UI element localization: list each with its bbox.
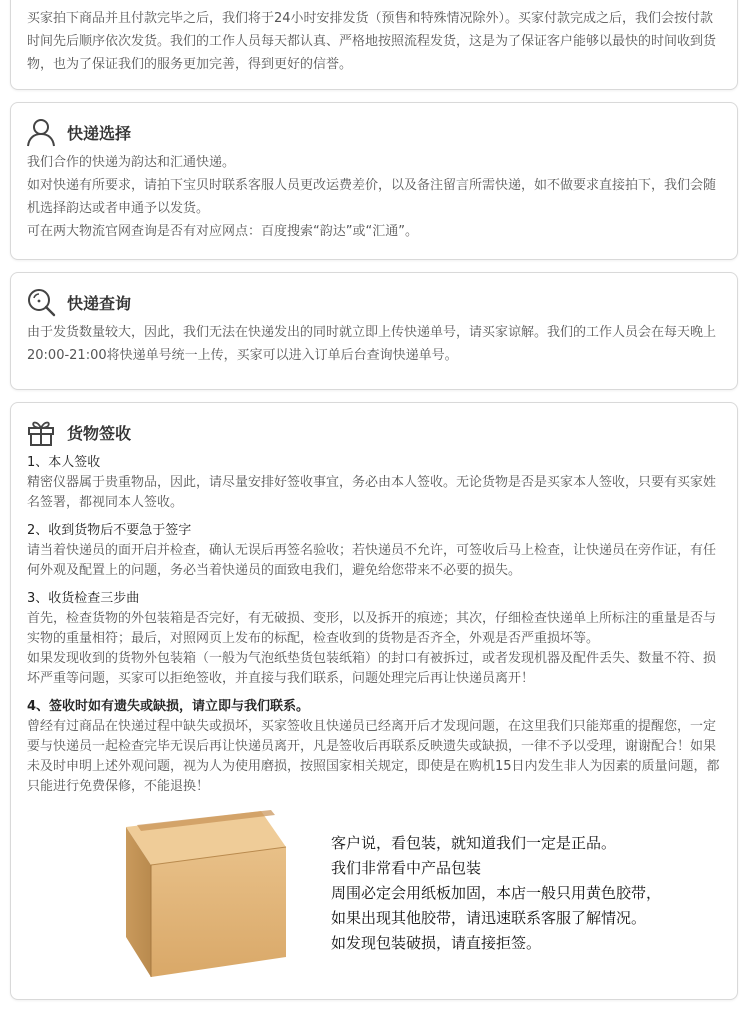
section-text: 请当着快递员的面开启并检查，确认无误后再签名验收；若快递员不允许，可签收后马上检查，让快递员在旁作证，有任何外观及配置上的问题，务必当着快递员的面致电我们，避免给您带来不必要的损失。 [27, 543, 717, 578]
person-icon [25, 116, 57, 148]
package-note-line: 如果出现其他胶带，请迅速联系客服了解情况。 [331, 909, 647, 927]
shipping-notice-text: 买家拍下商品并且付款完毕之后，我们将于24小时安排发货（预售和特殊情况除外）。买家付款完成之后，我们会按付款时间先后顺序依次发货。我们的工作人员每天都认真、严格地按照流程发货，这是为了保证客户能够以最快的时间收到货物，也为了保证我们的服务更加完善，得到更好的信誉。 [27, 11, 717, 72]
goods-sign-card [10, 402, 738, 1000]
section-text: 首先，检查货物的外包装箱是否完好，有无破损、变形，以及拆开的痕迹；其次，仔细检查快递单上所标注的重量是否与实物的重量相符；最后，对照网页上发布的标配，检查收到的货物是否齐全，外观是否严重损坏等。 [27, 611, 717, 646]
express-query-card [10, 272, 738, 390]
express-query-title: 快递查询 [67, 293, 132, 313]
express-select-header [25, 115, 131, 149]
package-note-line: 客户说，看包装，就知道我们一定是正品。 [331, 834, 617, 852]
goods-sign-header [25, 415, 131, 449]
section-text: 如果发现收到的货物外包装箱（一般为气泡纸垫货包装纸箱）的封口有被拆过，或者发现机器及配件丢失、数量不符、损坏严重等问题，买家可以拒绝签收，并直接与我们联系，问题处理完后再让快递员离开！ [27, 651, 717, 686]
section-heading: 2、收到货物后不要急于签字 [27, 523, 192, 538]
cardboard-box-image [111, 807, 301, 987]
package-illustration [111, 807, 711, 987]
express-query-body [27, 321, 723, 367]
package-notes [331, 831, 661, 956]
package-note-line: 周围必定会用纸板加固，本店一般只用黄色胶带， [331, 884, 662, 902]
goods-sign-body [27, 453, 723, 805]
shipping-notice-card [10, 0, 738, 90]
goods-sign-title: 货物签收 [67, 423, 132, 443]
express-select-line: 我们合作的快递为韵达和汇通快递。 [27, 155, 236, 170]
section-text: 曾经有过商品在快递过程中缺失或损坏，买家签收且快递员已经离开后才发现问题，在这里我们只能郑重的提醒您，一定要与快递员一起检查完毕无误后再让快递员离开，凡是签收后再联系反映遗失或缺损，一律不予以受理，谢谢配合！如果未及时申明上述外观问题，视为人为使用磨损，按照国家相关规定，即使是在购机15日内发生非人为因素的质量问题，都只能进行免费保修，不能退换！ [27, 719, 720, 794]
section-heading: 4、签收时如有遗失或缺损，请立即与我们联系。 [27, 699, 310, 714]
section-heading: 1、本人签收 [27, 455, 101, 470]
express-select-card [10, 102, 738, 260]
express-select-line: 可在两大物流官网查询是否有对应网点：百度搜索“韵达”或“汇通”。 [27, 224, 418, 239]
search-icon [25, 286, 57, 318]
express-query-text: 由于发货数量较大，因此，我们无法在快递发出的同时就立即上传快递单号，请买家谅解。我们的工作人员会在每天晚上20:00-21:00将快递单号统一上传，买家可以进入订单后台查询快递单号。 [27, 325, 717, 363]
package-note-line: 如发现包装破损，请直接拒签。 [331, 934, 542, 952]
section-heading: 3、收货检查三步曲 [27, 591, 140, 606]
package-note-line: 我们非常看中产品包装 [331, 859, 482, 877]
express-select-line: 如对快递有所要求，请拍下宝贝时联系客服人员更改运费差价，以及备注留言所需快递，如不做要求直接拍下，我们会随机选择韵达或者申通予以发货。 [27, 178, 717, 216]
express-query-header [25, 285, 131, 319]
gift-icon [25, 416, 57, 448]
section-text: 精密仪器属于贵重物品，因此，请尽量安排好签收事宜，务必由本人签收。无论货物是否是买家本人签收，只要有买家姓名签署，都视同本人签收。 [27, 475, 717, 510]
express-select-body [27, 151, 723, 243]
express-select-title: 快递选择 [67, 123, 132, 143]
